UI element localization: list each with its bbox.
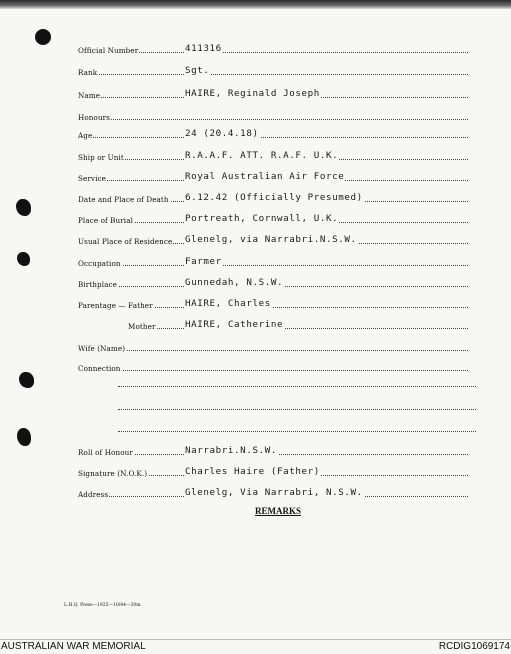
father-value: HAIRE, Charles (185, 298, 271, 309)
place-of-burial-value: Portreath, Cornwall, U.K. (185, 213, 339, 224)
roll-of-honour-value: Narrabri.N.S.W. (185, 445, 277, 456)
row-service (78, 169, 468, 183)
row-name (78, 86, 468, 100)
row-rank (78, 63, 468, 77)
row-wife (78, 339, 468, 353)
address-label: Address (78, 490, 109, 499)
occupation-label: Occupation (78, 259, 121, 268)
punch-hole (17, 428, 31, 446)
row-mother (78, 317, 468, 331)
date-place-death-value: 6.12.42 (Officially Presumed) (185, 192, 363, 203)
punch-hole (16, 199, 31, 216)
row-birthplace (78, 275, 468, 289)
form-reference: L.H.Q. Press—1925—10/44—30m. (64, 603, 142, 608)
usual-residence-value: Glenelg, via Narrabri.N.S.W. (185, 234, 357, 245)
row-connection (78, 359, 468, 373)
ship-or-unit-value: R.A.A.F. ATT. R.A.F. U.K. (185, 150, 339, 161)
row-usual-residence (78, 232, 468, 246)
signature-value: Charles Haire (Father) (185, 466, 320, 477)
row-official-number (78, 41, 468, 55)
row-age (78, 126, 468, 140)
honours-label: Honours (78, 113, 111, 122)
service-label: Service (78, 174, 106, 183)
connection-line (118, 409, 476, 410)
row-place-of-burial (78, 211, 468, 225)
row-honours (78, 108, 468, 122)
rank-label: Rank (78, 68, 98, 77)
wife-label: Wife (Name) (78, 344, 126, 353)
mother-label: Mother (128, 322, 156, 331)
footer-record-id: RCDIG1069174 (438, 641, 510, 652)
age-value: 24 (20.4.18) (185, 128, 259, 139)
row-father (78, 296, 468, 310)
name-value: HAIRE, Reginald Joseph (185, 88, 320, 99)
mother-value: HAIRE, Catherine (185, 319, 284, 330)
rank-value: Sgt. (185, 65, 210, 76)
footer-institution: AUSTRALIAN WAR MEMORIAL (1, 641, 146, 652)
birthplace-value: Gunnedah, N.S.W. (185, 277, 284, 288)
usual-residence-label: Usual Place of Residence (78, 237, 173, 246)
punch-hole (19, 372, 34, 388)
official-number-value: 411316 (185, 43, 222, 54)
row-signature (78, 464, 468, 478)
row-date-place-death (78, 190, 468, 204)
row-address (78, 485, 468, 499)
name-label: Name (78, 91, 101, 100)
service-value: Royal Australian Air Force (185, 171, 345, 182)
connection-label: Connection (78, 364, 121, 373)
signature-label: Signature (N.O.K.) (78, 469, 148, 478)
ship-or-unit-label: Ship or Unit (78, 153, 124, 162)
date-place-death-label: Date and Place of Death (78, 195, 169, 204)
connection-line (118, 386, 476, 387)
birthplace-label: Birthplace (78, 280, 117, 289)
roll-of-honour-label: Roll of Honour (78, 448, 133, 457)
archive-footer (0, 640, 511, 654)
address-value: Glenelg, Via Narrabri, N.S.W. (185, 487, 363, 498)
row-occupation (78, 254, 468, 268)
age-label: Age (78, 131, 93, 140)
place-of-burial-label: Place of Burial (78, 216, 133, 225)
occupation-value: Farmer (185, 256, 222, 267)
scan-edge (0, 0, 511, 9)
row-roll-of-honour (78, 443, 468, 457)
remarks-heading: REMARKS (255, 506, 302, 516)
punch-hole (17, 252, 30, 266)
connection-line (118, 431, 476, 432)
father-label: Parentage — Father (78, 301, 153, 310)
punch-hole (35, 29, 51, 45)
official-number-label: Official Number (78, 46, 139, 55)
row-ship-or-unit (78, 148, 468, 162)
